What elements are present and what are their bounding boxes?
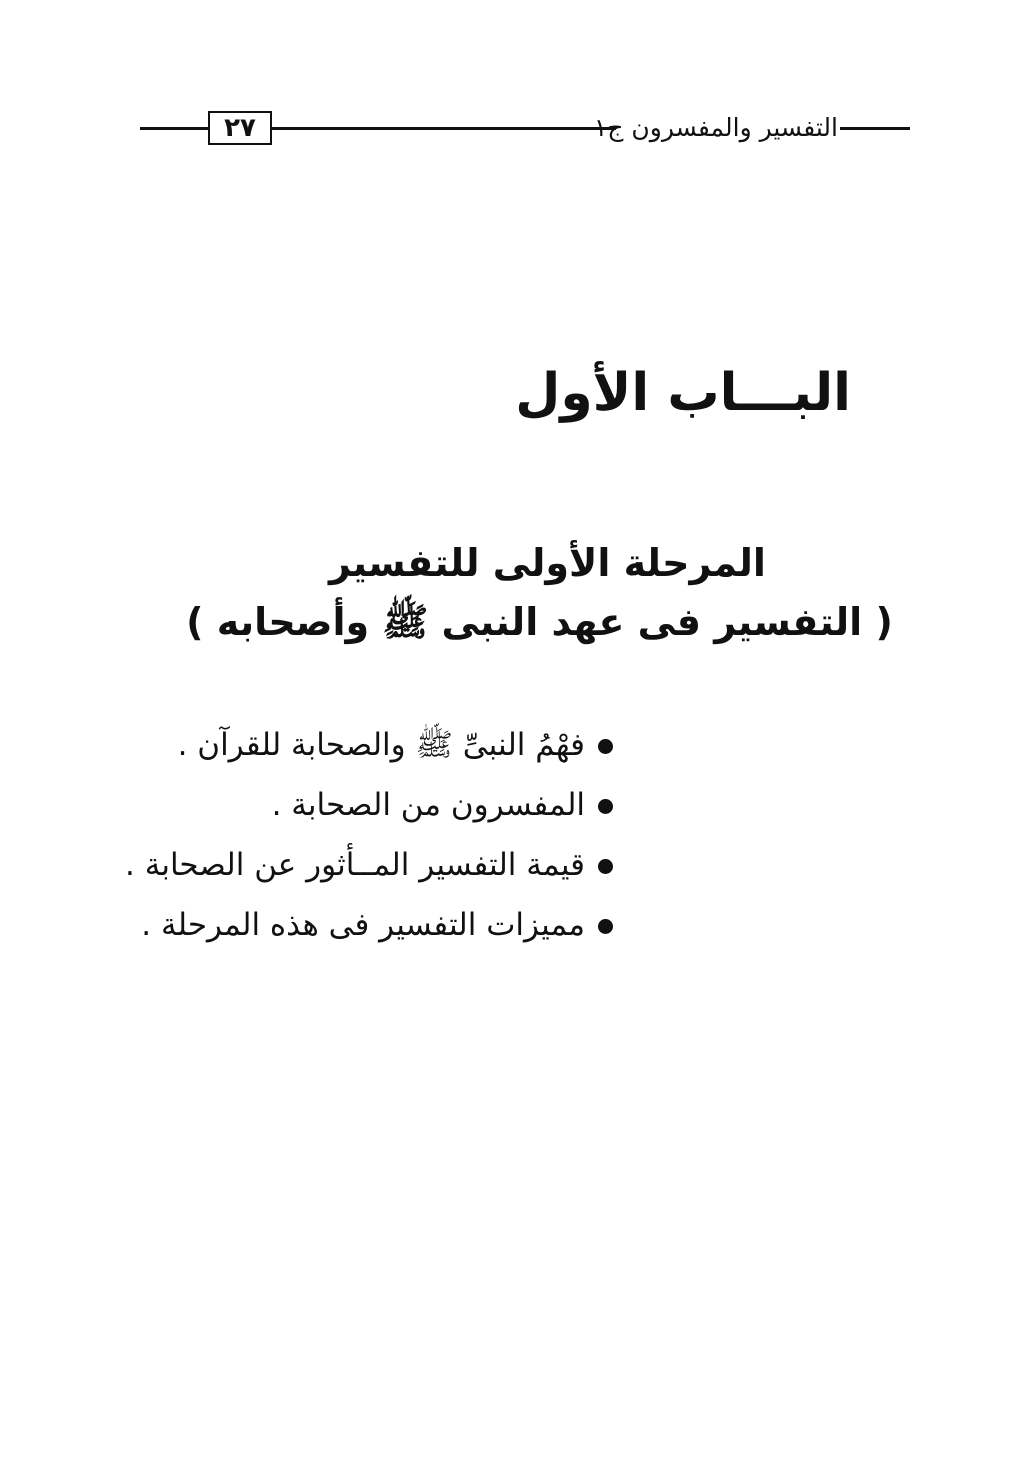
bullet-icon (598, 739, 613, 754)
topic-text: مميزات التفسير فى هذه المرحلة . (141, 907, 585, 943)
bullet-icon (598, 859, 613, 874)
section-title: المرحلة الأولى للتفسير (329, 541, 766, 585)
topic-text: فهْمُ النبىِّ ﷺ والصحابة للقرآن . (177, 727, 585, 763)
bullet-icon (598, 919, 613, 934)
list-item (143, 775, 613, 835)
topics-list (125, 715, 613, 955)
list-item (143, 895, 613, 955)
list-item (125, 835, 613, 895)
page-number: ٢٧ (208, 111, 272, 145)
list-item (143, 715, 613, 775)
topic-text: المفسرون من الصحابة . (271, 787, 585, 823)
topic-text: قيمة التفسير المــأثور عن الصحابة . (125, 847, 585, 883)
header-rule-right (840, 127, 910, 130)
running-title: التفسير والمفسرون ج١ (593, 113, 838, 142)
running-header (140, 108, 910, 148)
bullet-icon (598, 799, 613, 814)
section-subtitle: ( التفسير فى عهد النبى ﷺ وأصحابه ) (186, 600, 893, 644)
header-rule-middle (272, 127, 616, 130)
header-rule-left (140, 127, 208, 130)
chapter-title: البـــاب الأول (515, 363, 851, 423)
